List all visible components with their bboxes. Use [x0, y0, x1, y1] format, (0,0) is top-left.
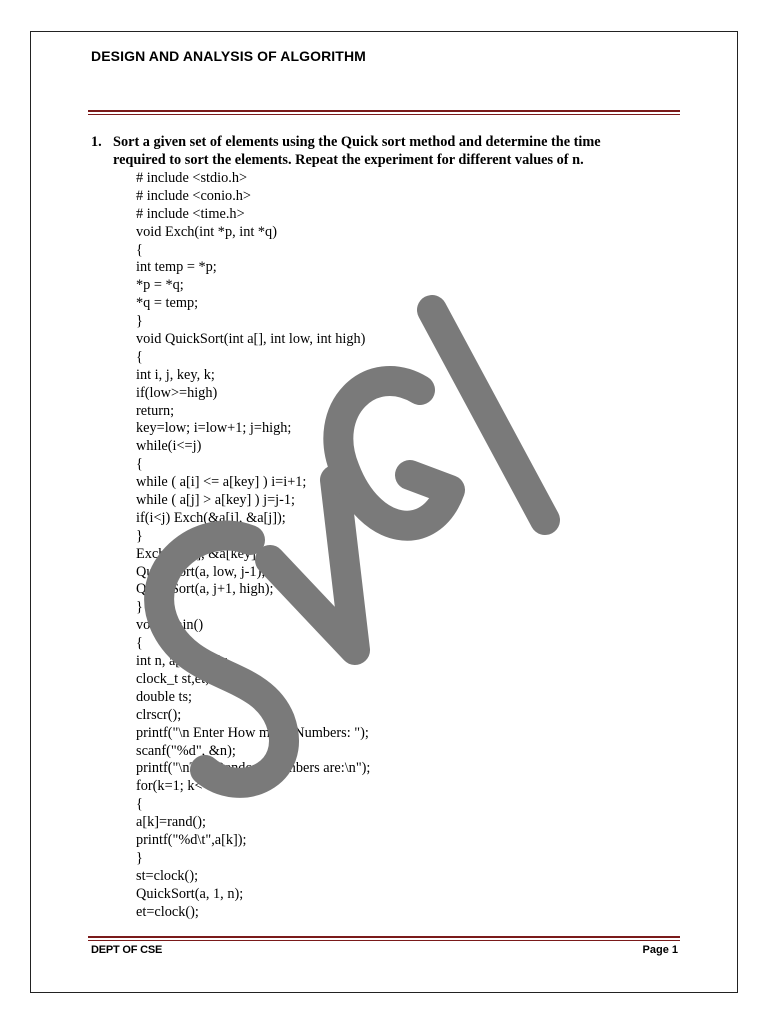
code-line: } — [136, 527, 143, 544]
code-line: # include <stdio.h> — [136, 170, 248, 186]
code-line: while(i<=j) — [136, 438, 202, 455]
code-line: *p = *q; — [136, 277, 184, 294]
code-line: while ( a[i] <= a[key] ) i=i+1; — [136, 474, 307, 491]
header-rule — [88, 110, 680, 115]
code-line: QuickSort(a, j+1, high); — [136, 581, 274, 598]
code-line: int temp = *p; — [136, 259, 217, 276]
code-line: QuickSort(a, low, j-1); — [136, 563, 266, 580]
code-line: et=clock(); — [136, 903, 199, 920]
footer-rule — [88, 936, 680, 941]
code-line: # include <conio.h> — [136, 187, 251, 204]
code-line: { — [136, 635, 143, 652]
code-line: { — [136, 241, 143, 258]
code-line: # include <time.h> — [136, 205, 245, 222]
code-line: { — [136, 796, 143, 813]
footer-page-number: Page 1 — [642, 944, 678, 956]
question-number: 1. — [91, 134, 102, 150]
code-line: for(k=1; k<=n; k++) — [136, 778, 254, 795]
code-line: void main() — [136, 617, 204, 634]
question — [91, 133, 651, 169]
code-line: void QuickSort(int a[], int low, int high) — [136, 331, 366, 348]
code-line: printf("%d\t",a[k]); — [136, 831, 247, 848]
code-line: return; — [136, 402, 175, 419]
code-line: *q = temp; — [136, 295, 199, 312]
code-line: if(low>=high) — [136, 384, 218, 401]
code-line: } — [136, 313, 143, 330]
code-line: { — [136, 348, 143, 365]
code-line: int i, j, key, k; — [136, 366, 215, 383]
page-header-title: DESIGN AND ANALYSIS OF ALGORITHM — [91, 48, 366, 64]
code-line: QuickSort(a, 1, n); — [136, 885, 244, 902]
code-line: double ts; — [136, 688, 192, 705]
question-text: Sort a given set of elements using the Quick sort method and determine the time required to sort the elements. Repeat the experiment for different values of n. — [113, 134, 601, 168]
code-line: printf("\nThe Random Numbers are:\n"); — [136, 760, 371, 777]
code-line: } — [136, 599, 143, 616]
code-line: scanf("%d", &n); — [136, 742, 236, 759]
code-line: clock_t st,et; — [136, 670, 210, 687]
code-line: void Exch(int *p, int *q) — [136, 223, 277, 240]
code-line: while ( a[j] > a[key] ) j=j-1; — [136, 492, 296, 509]
code-line: Exch(&a[j], &a[key]); — [136, 545, 265, 562]
code-line: clrscr(); — [136, 706, 182, 723]
code-line: printf("\n Enter How many Numbers: "); — [136, 724, 369, 741]
code-line: int n, a[1000],k; — [136, 653, 229, 670]
code-line: a[k]=rand(); — [136, 814, 206, 831]
code-block — [136, 170, 370, 921]
code-line: { — [136, 456, 143, 473]
footer-department: DEPT OF CSE — [91, 944, 163, 956]
code-line: if(i<j) Exch(&a[i], &a[j]); — [136, 509, 286, 526]
code-line: st=clock(); — [136, 867, 199, 884]
code-line: } — [136, 849, 143, 866]
code-line: key=low; i=low+1; j=high; — [136, 420, 292, 437]
